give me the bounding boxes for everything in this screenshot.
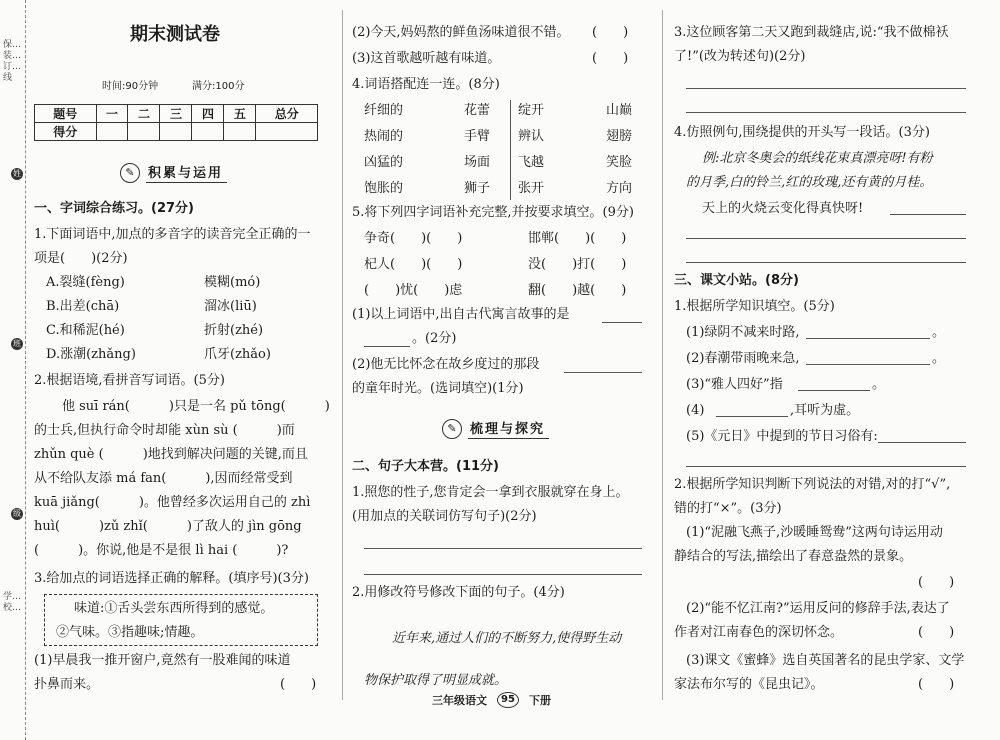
match-word[interactable]: 热闹的 bbox=[364, 129, 404, 144]
fill-line: (5)《元日》中提到的节日习俗有: bbox=[686, 429, 878, 444]
answer-line[interactable] bbox=[686, 88, 966, 89]
option-a-2: 模糊(mó) bbox=[204, 275, 261, 290]
period: 。 bbox=[932, 325, 946, 340]
answer-blank[interactable] bbox=[806, 338, 930, 339]
pinyin-line: 他 suī rán( )只是一名 pǔ tōng( ) bbox=[62, 399, 330, 414]
column-divider bbox=[342, 10, 343, 700]
question-text: (2)他无比怀念在故乡度过的那段 bbox=[352, 357, 540, 372]
section-badge-label: 积累与运用 bbox=[146, 162, 227, 183]
match-word[interactable]: 翅膀 bbox=[606, 129, 633, 144]
section-heading: 一、字词综合练习。(27分) bbox=[34, 201, 194, 216]
question-text: (3)这首歌越听越有味道。 bbox=[352, 51, 501, 66]
score-cell: 一 bbox=[96, 105, 128, 123]
pinyin-line: 从不给队友添 má fan( ),因而经常受到 bbox=[34, 471, 293, 486]
question-text: 2.根据语境,看拼音写词语。(5分) bbox=[34, 373, 225, 388]
score-cell: 三 bbox=[160, 105, 192, 123]
question-text: 扑鼻而来。 bbox=[34, 677, 100, 692]
question-text: 4.仿照例句,围绕提供的开头写一段话。(3分) bbox=[674, 125, 930, 140]
answer-paren[interactable]: ( ) bbox=[280, 677, 317, 692]
answer-blank[interactable] bbox=[716, 416, 788, 417]
section-badge-accumulate bbox=[120, 162, 227, 183]
idiom-fill[interactable]: 翻( )越( ) bbox=[528, 283, 627, 298]
score-table bbox=[34, 104, 318, 141]
question-text: (1)以上词语中,出自古代寓言故事的是 bbox=[352, 307, 570, 322]
pinyin-line: huì( )zǔ zhǐ( )了敌人的 jìn gōng bbox=[34, 519, 302, 534]
match-divider bbox=[510, 100, 511, 200]
period: 。 bbox=[872, 377, 886, 392]
match-word[interactable]: 笑脸 bbox=[606, 155, 633, 170]
answer-paren[interactable]: ( ) bbox=[592, 25, 629, 40]
question-text: 。(2分) bbox=[412, 331, 457, 346]
match-word[interactable]: 山巅 bbox=[606, 103, 633, 118]
match-word[interactable]: 辨认 bbox=[518, 129, 545, 144]
match-word[interactable]: 手臂 bbox=[464, 129, 491, 144]
option-d: D.涨潮(zhǎng) bbox=[46, 347, 136, 362]
page-title: 期末测试卷 bbox=[130, 24, 220, 45]
match-word[interactable]: 凶猛的 bbox=[364, 155, 404, 170]
question-text: 3.这位顾客第二天又跑到裁缝店,说:“我不做棉袄 bbox=[674, 25, 949, 40]
answer-paren[interactable]: ( ) bbox=[918, 575, 955, 590]
match-word[interactable]: 纤细的 bbox=[364, 103, 404, 118]
question-text: 错的打“×”。(3分) bbox=[674, 501, 782, 516]
page-footer bbox=[432, 692, 551, 708]
fill-line: (4) bbox=[686, 403, 705, 418]
match-word[interactable]: 飞越 bbox=[518, 155, 545, 170]
binding-text-bottom: 学…校… bbox=[3, 592, 22, 613]
period: 。 bbox=[932, 351, 946, 366]
option-c: C.和稀泥(hé) bbox=[46, 323, 125, 338]
score-cell: 总分 bbox=[256, 105, 318, 123]
question-text: 了!”(改为转述句)(2分) bbox=[674, 49, 806, 64]
score-cell: 五 bbox=[224, 105, 256, 123]
question-text: 1.根据所学知识填空。(5分) bbox=[674, 299, 835, 314]
statement-text: 家法布尔写的《昆虫记》。 bbox=[674, 677, 824, 692]
answer-paren[interactable]: ( ) bbox=[918, 625, 955, 640]
definition-line: 味道:①舌头尝东西所得到的感觉。 bbox=[74, 601, 274, 616]
answer-line[interactable] bbox=[364, 548, 642, 549]
definition-line: ②气味。③指趣味;情趣。 bbox=[56, 625, 204, 640]
question-text: 5.将下列四字词语补充完整,并按要求填空。(9分) bbox=[352, 205, 634, 220]
question-text: 的童年时光。(选词填空)(1分) bbox=[352, 381, 524, 396]
match-word[interactable]: 饱胀的 bbox=[364, 181, 404, 196]
answer-blank[interactable] bbox=[364, 346, 410, 347]
binding-marker-1: 姓 bbox=[13, 169, 21, 178]
answer-paren[interactable]: ( ) bbox=[918, 677, 955, 692]
binding-marker-3: 级 bbox=[13, 509, 21, 518]
statement-text: (2)“能不忆江南?”运用反问的修辞手法,表达了 bbox=[686, 601, 950, 616]
option-b-2: 溜冰(liū) bbox=[204, 299, 257, 314]
example-text: 的月季,白的铃兰,红的玫瑰,还有黄的月桂。 bbox=[686, 175, 933, 190]
score-cell: 得分 bbox=[35, 123, 97, 141]
exam-time: 时间:90分钟 bbox=[102, 81, 159, 92]
question-text: (1)早晨我一推开窗户,竟然有一股难闻的味道 bbox=[34, 653, 291, 668]
pinyin-line: 的士兵,但执行命令时却能 xùn sù ( )而 bbox=[34, 423, 295, 438]
fill-line: (3)“雅人四好”指 bbox=[686, 377, 783, 392]
idiom-fill[interactable]: 争奇( )( ) bbox=[364, 231, 463, 246]
statement-text: 静结合的写法,描绘出了春意盎然的景象。 bbox=[674, 549, 913, 564]
question-text: 4.词语搭配连一连。(8分) bbox=[352, 77, 500, 92]
answer-blank[interactable] bbox=[798, 390, 870, 391]
pinyin-line: kuā jiǎng( )。他曾经多次运用自己的 zhì bbox=[34, 495, 311, 510]
score-input-cell[interactable] bbox=[96, 123, 128, 141]
statement-text: 作者对江南春色的深切怀念。 bbox=[674, 625, 844, 640]
match-word[interactable]: 张开 bbox=[518, 181, 545, 196]
answer-blank[interactable] bbox=[878, 442, 966, 443]
column-divider bbox=[662, 10, 663, 700]
score-input-cell[interactable] bbox=[160, 123, 192, 141]
score-input-cell[interactable] bbox=[128, 123, 160, 141]
score-input-cell[interactable] bbox=[192, 123, 224, 141]
pinyin-line: zhǔn què ( )地找到解决问题的关键,而且 bbox=[34, 447, 308, 462]
match-word[interactable]: 场面 bbox=[464, 155, 491, 170]
example-text: 例:北京冬奥会的纸线花束真漂亮呀!有粉 bbox=[702, 151, 933, 166]
answer-line[interactable] bbox=[686, 262, 966, 263]
score-cell: 四 bbox=[192, 105, 224, 123]
binding-marker-2: 班 bbox=[13, 339, 21, 348]
question-text: (用加点的关联词仿写句子)(2分) bbox=[352, 509, 537, 524]
idiom-fill[interactable]: 杞人( )( ) bbox=[364, 257, 463, 272]
question-text: 2.用修改符号修改下面的句子。(4分) bbox=[352, 585, 565, 600]
section-heading: 二、句子大本营。(11分) bbox=[352, 459, 499, 474]
option-a: A.裂缝(fèng) bbox=[46, 275, 125, 290]
sentence-to-revise: 近年来,通过人们的不断努力,使得野生动 bbox=[392, 631, 622, 646]
question-text: (2)今天,妈妈熬的鲜鱼汤味道很不错。 bbox=[352, 25, 570, 40]
answer-line[interactable] bbox=[364, 574, 642, 575]
option-d-2: 爪牙(zhǎo) bbox=[204, 347, 271, 362]
statement-text: (3)课文《蜜蜂》选自英国著名的昆虫学家、文学 bbox=[686, 653, 965, 668]
answer-line[interactable] bbox=[686, 466, 966, 467]
binding-strip bbox=[0, 0, 26, 740]
section-badge-label: 梳理与探究 bbox=[468, 418, 549, 439]
idiom-fill[interactable]: 没( )打( ) bbox=[528, 257, 627, 272]
page-number: 95 bbox=[497, 692, 519, 708]
answer-blank[interactable] bbox=[602, 322, 642, 323]
pinyin-line: ( )。你说,他是不是很 lì hai ( )? bbox=[34, 543, 289, 558]
binding-text-top: 保…装…订…线 bbox=[3, 40, 22, 83]
answer-blank[interactable] bbox=[890, 214, 966, 215]
idiom-fill[interactable]: 邯郸( )( ) bbox=[528, 231, 627, 246]
fill-line: ,耳听为虚。 bbox=[790, 403, 860, 418]
answer-paren[interactable]: ( ) bbox=[592, 51, 629, 66]
section-badge-explore bbox=[442, 418, 549, 439]
match-word[interactable]: 方向 bbox=[606, 181, 633, 196]
option-c-2: 折射(zhé) bbox=[204, 323, 264, 338]
answer-blank[interactable] bbox=[806, 364, 930, 365]
section-heading: 三、课文小站。(8分) bbox=[674, 273, 799, 288]
score-input-cell[interactable] bbox=[256, 123, 318, 141]
footer-term: 下册 bbox=[529, 694, 551, 707]
answer-blank[interactable] bbox=[564, 372, 642, 373]
match-word[interactable]: 绽开 bbox=[518, 103, 545, 118]
book-icon: ✎ bbox=[442, 419, 462, 439]
answer-line[interactable] bbox=[686, 238, 966, 239]
option-b: B.出差(chā) bbox=[46, 299, 120, 314]
exam-full-score: 满分:100分 bbox=[192, 81, 245, 92]
score-cell: 二 bbox=[128, 105, 160, 123]
question-text: 3.给加点的词语选择正确的解释。(填序号)(3分) bbox=[34, 571, 309, 586]
sentence-to-revise: 物保护取得了明显成就。 bbox=[364, 673, 508, 688]
match-word[interactable]: 花蕾 bbox=[464, 103, 491, 118]
fill-line: (2)春潮带雨晚来急, bbox=[686, 351, 800, 366]
fill-line: (1)绿阴不减来时路, bbox=[686, 325, 800, 340]
idiom-fill[interactable]: ( )忧( )虑 bbox=[364, 283, 463, 298]
prompt-start: 天上的火烧云变化得真快呀! bbox=[702, 201, 864, 216]
footer-grade: 三年级语文 bbox=[432, 694, 487, 707]
score-input-cell[interactable] bbox=[224, 123, 256, 141]
question-text: 2.根据所学知识判断下列说法的对错,对的打“√”, bbox=[674, 477, 951, 492]
question-text: 1.下面词语中,加点的多音字的读音完全正确的一 bbox=[34, 227, 311, 242]
question-text: 1.照您的性子,您肯定会一拿到衣服就穿在身上。 bbox=[352, 485, 629, 500]
question-text: 项是( )(2分) bbox=[34, 251, 128, 266]
pen-icon: ✎ bbox=[120, 163, 140, 183]
statement-text: (1)“泥融飞燕子,沙暖睡鸳鸯”这两句诗运用动 bbox=[686, 525, 943, 540]
answer-line[interactable] bbox=[686, 112, 966, 113]
match-word[interactable]: 狮子 bbox=[464, 181, 491, 196]
score-cell: 题号 bbox=[35, 105, 97, 123]
